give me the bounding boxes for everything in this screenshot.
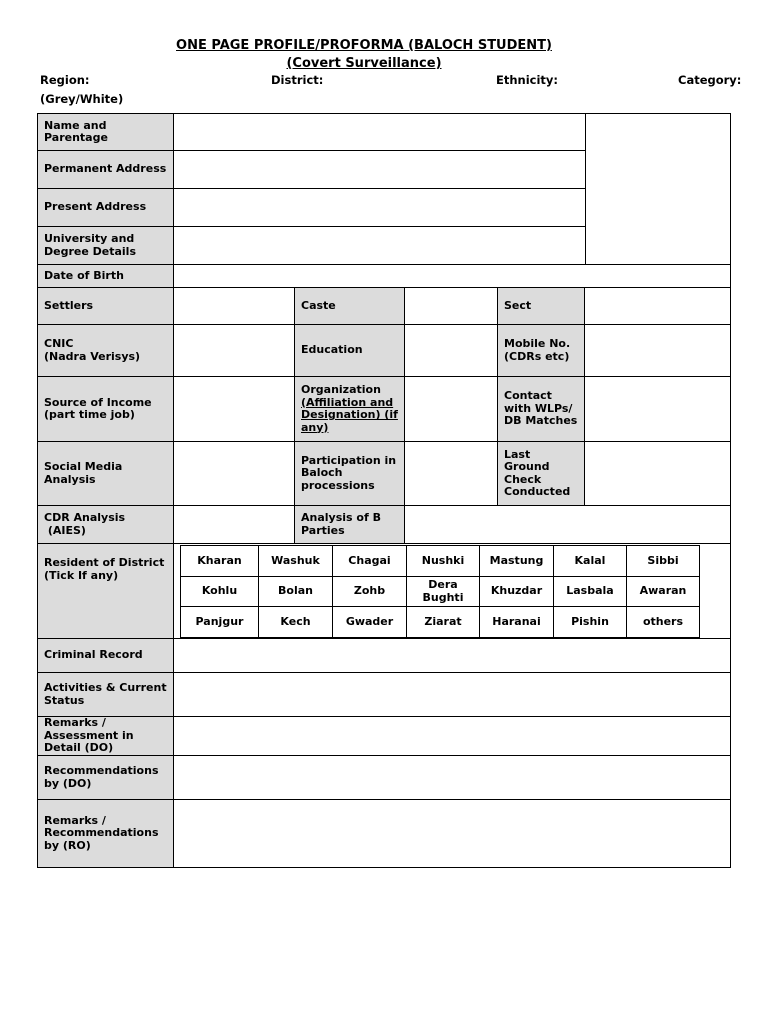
label-participation (294, 441, 405, 506)
label-date-of-birth (37, 264, 174, 288)
district-option[interactable] (258, 576, 333, 607)
label-source-income (37, 376, 174, 442)
label-text: Sect (504, 298, 532, 312)
label-organization (294, 376, 405, 442)
field-recommendations-do[interactable] (173, 755, 731, 800)
district-option[interactable] (406, 545, 480, 577)
district-option[interactable] (180, 606, 259, 638)
label-text (44, 338, 140, 363)
category-values: (Grey/White) (40, 92, 124, 106)
label-text: Remarks / Recommendations by (RO) (44, 813, 159, 852)
district-option[interactable] (406, 606, 480, 638)
district-option[interactable] (332, 545, 407, 577)
field-criminal-record[interactable] (173, 638, 731, 673)
label-text: Mobile No. (CDRs etc) (504, 337, 571, 363)
field-name-parentage[interactable] (173, 113, 586, 151)
label-text: Name and Parentage (44, 118, 108, 144)
field-b-parties[interactable] (404, 505, 731, 544)
label-remarks-ro (37, 799, 174, 868)
district-option[interactable] (626, 576, 700, 607)
label-text: Last Ground Check Conducted (504, 447, 571, 498)
district-label: Chagai (348, 553, 391, 567)
organization-line2: (Affiliation and Designation) (if any) (301, 395, 398, 434)
district-label: Mastung (489, 553, 544, 567)
district-label: Kharan (197, 553, 242, 567)
cdr-line1: CDR Analysis (44, 511, 126, 524)
district-option[interactable] (479, 576, 554, 607)
district-option[interactable] (258, 545, 333, 577)
district-label: Khuzdar (490, 584, 543, 598)
label-text: Activities & Current Status (44, 681, 167, 707)
photo-box[interactable] (585, 113, 731, 265)
district-label: Bolan (278, 584, 313, 598)
field-university-degree[interactable] (173, 226, 586, 265)
district-label: others (642, 614, 684, 628)
district-label: Ziarat (424, 614, 462, 628)
organization-line1: Organization (301, 383, 381, 396)
label-text: Education (301, 343, 363, 357)
resident-line1: Resident of District (44, 556, 165, 569)
district-option[interactable] (553, 576, 627, 607)
field-cnic[interactable] (173, 324, 295, 377)
field-settlers[interactable] (173, 287, 295, 325)
label-text: Date of Birth (44, 268, 124, 282)
form-subtitle: (Covert Surveillance) (286, 56, 442, 71)
field-organization[interactable] (404, 376, 498, 442)
label-text: Participation in Baloch processions (301, 453, 397, 492)
district-label: Nushki (421, 553, 465, 567)
district-option[interactable] (406, 576, 480, 607)
label-name-parentage (37, 113, 174, 151)
field-activities[interactable] (173, 672, 731, 717)
district-label: Kohlu (201, 584, 238, 598)
district-option[interactable] (332, 576, 407, 607)
cnic-line2: (Nadra Verisys) (44, 349, 141, 363)
district-label: Haranai (492, 614, 541, 628)
district-option[interactable] (553, 606, 627, 638)
field-cdr-analysis[interactable] (173, 505, 295, 544)
label-contact-wlps (497, 376, 585, 442)
label-text: University and Degree Details (44, 232, 137, 258)
profile-form (37, 113, 731, 868)
label-text (301, 384, 398, 434)
label-sect (497, 287, 585, 325)
district-label: Kech (280, 614, 311, 628)
label-activities (37, 672, 174, 717)
region-label: Region: (40, 73, 90, 87)
label-last-ground-check (497, 441, 585, 506)
district-option[interactable] (332, 606, 407, 638)
label-social-media (37, 441, 174, 506)
label-present-address (37, 188, 174, 227)
district-option[interactable] (479, 545, 554, 577)
district-option[interactable] (180, 576, 259, 607)
field-present-address[interactable] (173, 188, 586, 227)
cnic-line1: CNIC (44, 337, 74, 350)
district-label: Sibbi (647, 553, 679, 567)
ethnicity-label: Ethnicity: (496, 73, 559, 87)
label-cdr-analysis (37, 505, 174, 544)
district-label: Gwader (345, 614, 394, 628)
label-education (294, 324, 405, 377)
label-settlers (37, 287, 174, 325)
field-mobile[interactable] (584, 324, 731, 377)
district-option[interactable] (626, 606, 700, 638)
field-sect[interactable] (584, 287, 731, 325)
label-criminal-record (37, 638, 174, 673)
district-label: District: (271, 73, 324, 87)
district-label: Panjgur (195, 614, 244, 628)
label-text: Analysis of B Parties (301, 511, 381, 537)
label-text: Caste (301, 298, 336, 312)
label-text: Recommendations by (DO) (44, 764, 159, 790)
label-university-degree (37, 226, 174, 265)
label-text (44, 557, 164, 582)
district-label: Kalal (574, 553, 606, 567)
label-text: Source of Income (part time job) (44, 395, 152, 421)
field-social-media[interactable] (173, 441, 295, 506)
label-text: Contact with WLPs/ DB Matches (504, 389, 578, 428)
label-mobile (497, 324, 585, 377)
field-date-of-birth[interactable] (173, 264, 731, 288)
cdr-line2: (AIES) (47, 523, 86, 537)
label-text: Settlers (44, 298, 94, 312)
label-remarks-do (37, 716, 174, 756)
form-title: ONE PAGE PROFILE/PROFORMA (BALOCH STUDENT) (176, 38, 552, 53)
field-education[interactable] (404, 324, 498, 377)
label-permanent-address (37, 150, 174, 189)
label-resident-district (37, 543, 174, 639)
field-caste[interactable] (404, 287, 498, 325)
district-option[interactable] (626, 545, 700, 577)
category-label: Category: (678, 73, 742, 87)
field-source-income[interactable] (173, 376, 295, 442)
label-cnic (37, 324, 174, 377)
label-text: Social Media Analysis (44, 460, 123, 486)
district-label: Lasbala (566, 584, 614, 598)
field-contact-wlps[interactable] (584, 376, 731, 442)
field-last-ground-check[interactable] (584, 441, 731, 506)
district-label: Dera Bughti (422, 578, 464, 604)
field-remarks-ro[interactable] (173, 799, 731, 868)
label-text: Remarks / Assessment in Detail (DO) (44, 716, 134, 755)
district-label: Washuk (271, 553, 320, 567)
district-label: Awaran (639, 584, 687, 598)
label-text: Criminal Record (44, 648, 143, 662)
field-participation[interactable] (404, 441, 498, 506)
district-option[interactable] (479, 606, 554, 638)
label-text (44, 512, 125, 537)
district-option[interactable] (258, 606, 333, 638)
label-text: Present Address (44, 200, 147, 214)
district-label: Zohb (353, 584, 386, 598)
district-label: Pishin (571, 614, 609, 628)
district-option[interactable] (180, 545, 259, 577)
label-recommendations-do (37, 755, 174, 800)
district-option[interactable] (553, 545, 627, 577)
field-remarks-do[interactable] (173, 716, 731, 756)
field-permanent-address[interactable] (173, 150, 586, 189)
label-text: Permanent Address (44, 162, 167, 176)
resident-line2: (Tick If any) (44, 568, 119, 582)
label-b-parties (294, 505, 405, 544)
label-caste (294, 287, 405, 325)
